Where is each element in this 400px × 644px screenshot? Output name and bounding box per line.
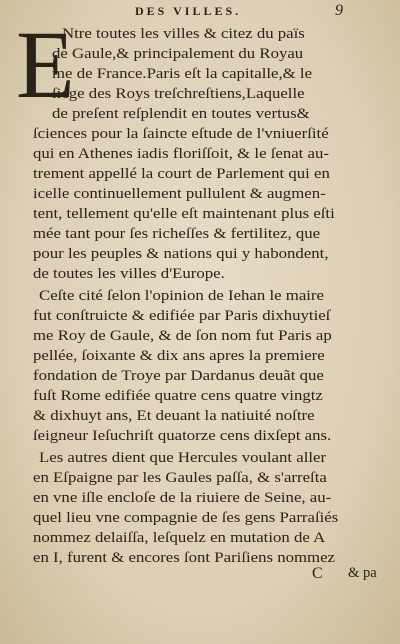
text-line: tent, tellement qu'elle eſt maintenant plus eſti xyxy=(33,206,335,222)
text-line: quel lieu vne compagnie de ſes gens Parraſiés xyxy=(33,510,339,526)
text-line: Les autres dient que Hercules voulant aller xyxy=(39,450,327,466)
text-line: fuſt Rome edifiée quatre cens quatre vingtz xyxy=(33,388,323,404)
text-line: Ntre toutes les villes & citez du païs xyxy=(62,26,305,42)
text-line: de preſent reſplendit en toutes vertus& xyxy=(52,106,310,122)
text-line: pellée, ſoixante & dix ans apres la premiere xyxy=(33,348,325,364)
text-line: icelle continuellement pullulent & augmen- xyxy=(33,186,326,202)
text-line: de Gaule,& principalement du Royau xyxy=(52,46,304,62)
text-line: ſeigneur Ieſuchriſt quatorze cens dixſept ans. xyxy=(33,428,332,444)
signature-mark: C xyxy=(312,565,323,582)
text-line: mée tant pour ſes richeſſes & fertilitez, que xyxy=(33,226,321,242)
text-line: de toutes les villes d'Europe. xyxy=(33,266,225,282)
text-line: en I, furent & encores ſont Pariſiens nommez xyxy=(33,550,336,566)
text-line: en Eſpaigne par les Gaules paſſa, & s'arreſta xyxy=(33,470,327,486)
text-line: qui en Athenes iadis floriſſoit, & le ſenat au- xyxy=(33,146,329,162)
page-number: 9 xyxy=(335,2,343,19)
text-line: ſciences pour la ſaincte eſtude de l'vniuerſité xyxy=(33,126,329,142)
catchword: & pa xyxy=(348,565,377,581)
text-line: Ceſte cité ſelon l'opinion de Iehan le maire xyxy=(39,288,324,304)
text-line: trement appellé la court de Parlement qui en xyxy=(33,166,330,182)
running-head: DES VILLES. xyxy=(135,4,242,18)
text-line: & dixhuyt ans, Et deuant la natiuité noſtre xyxy=(33,408,315,424)
text-line: nommez delaiſſa, leſquelz en mutation de A xyxy=(33,530,326,546)
text-line: pour les peuples & nations qui y habondent, xyxy=(33,246,329,262)
text-line: me Roy de Gaule, & de ſon nom fut Paris ap xyxy=(33,328,332,344)
text-line: en vne iſle encloſe de la riuiere de Seine, au- xyxy=(33,490,332,506)
text-line: me de France.Paris eſt la capitalle,& le xyxy=(52,66,313,82)
text-line: fut conſtruicte & edifiée par Paris dixhuytieſ xyxy=(33,308,331,324)
text-line: ſiege des Roys treſchreſtiens,Laquelle xyxy=(52,86,305,102)
text-line: fondation de Troye par Dardanus deuãt que xyxy=(33,368,324,384)
decorated-initial: E xyxy=(16,11,75,118)
